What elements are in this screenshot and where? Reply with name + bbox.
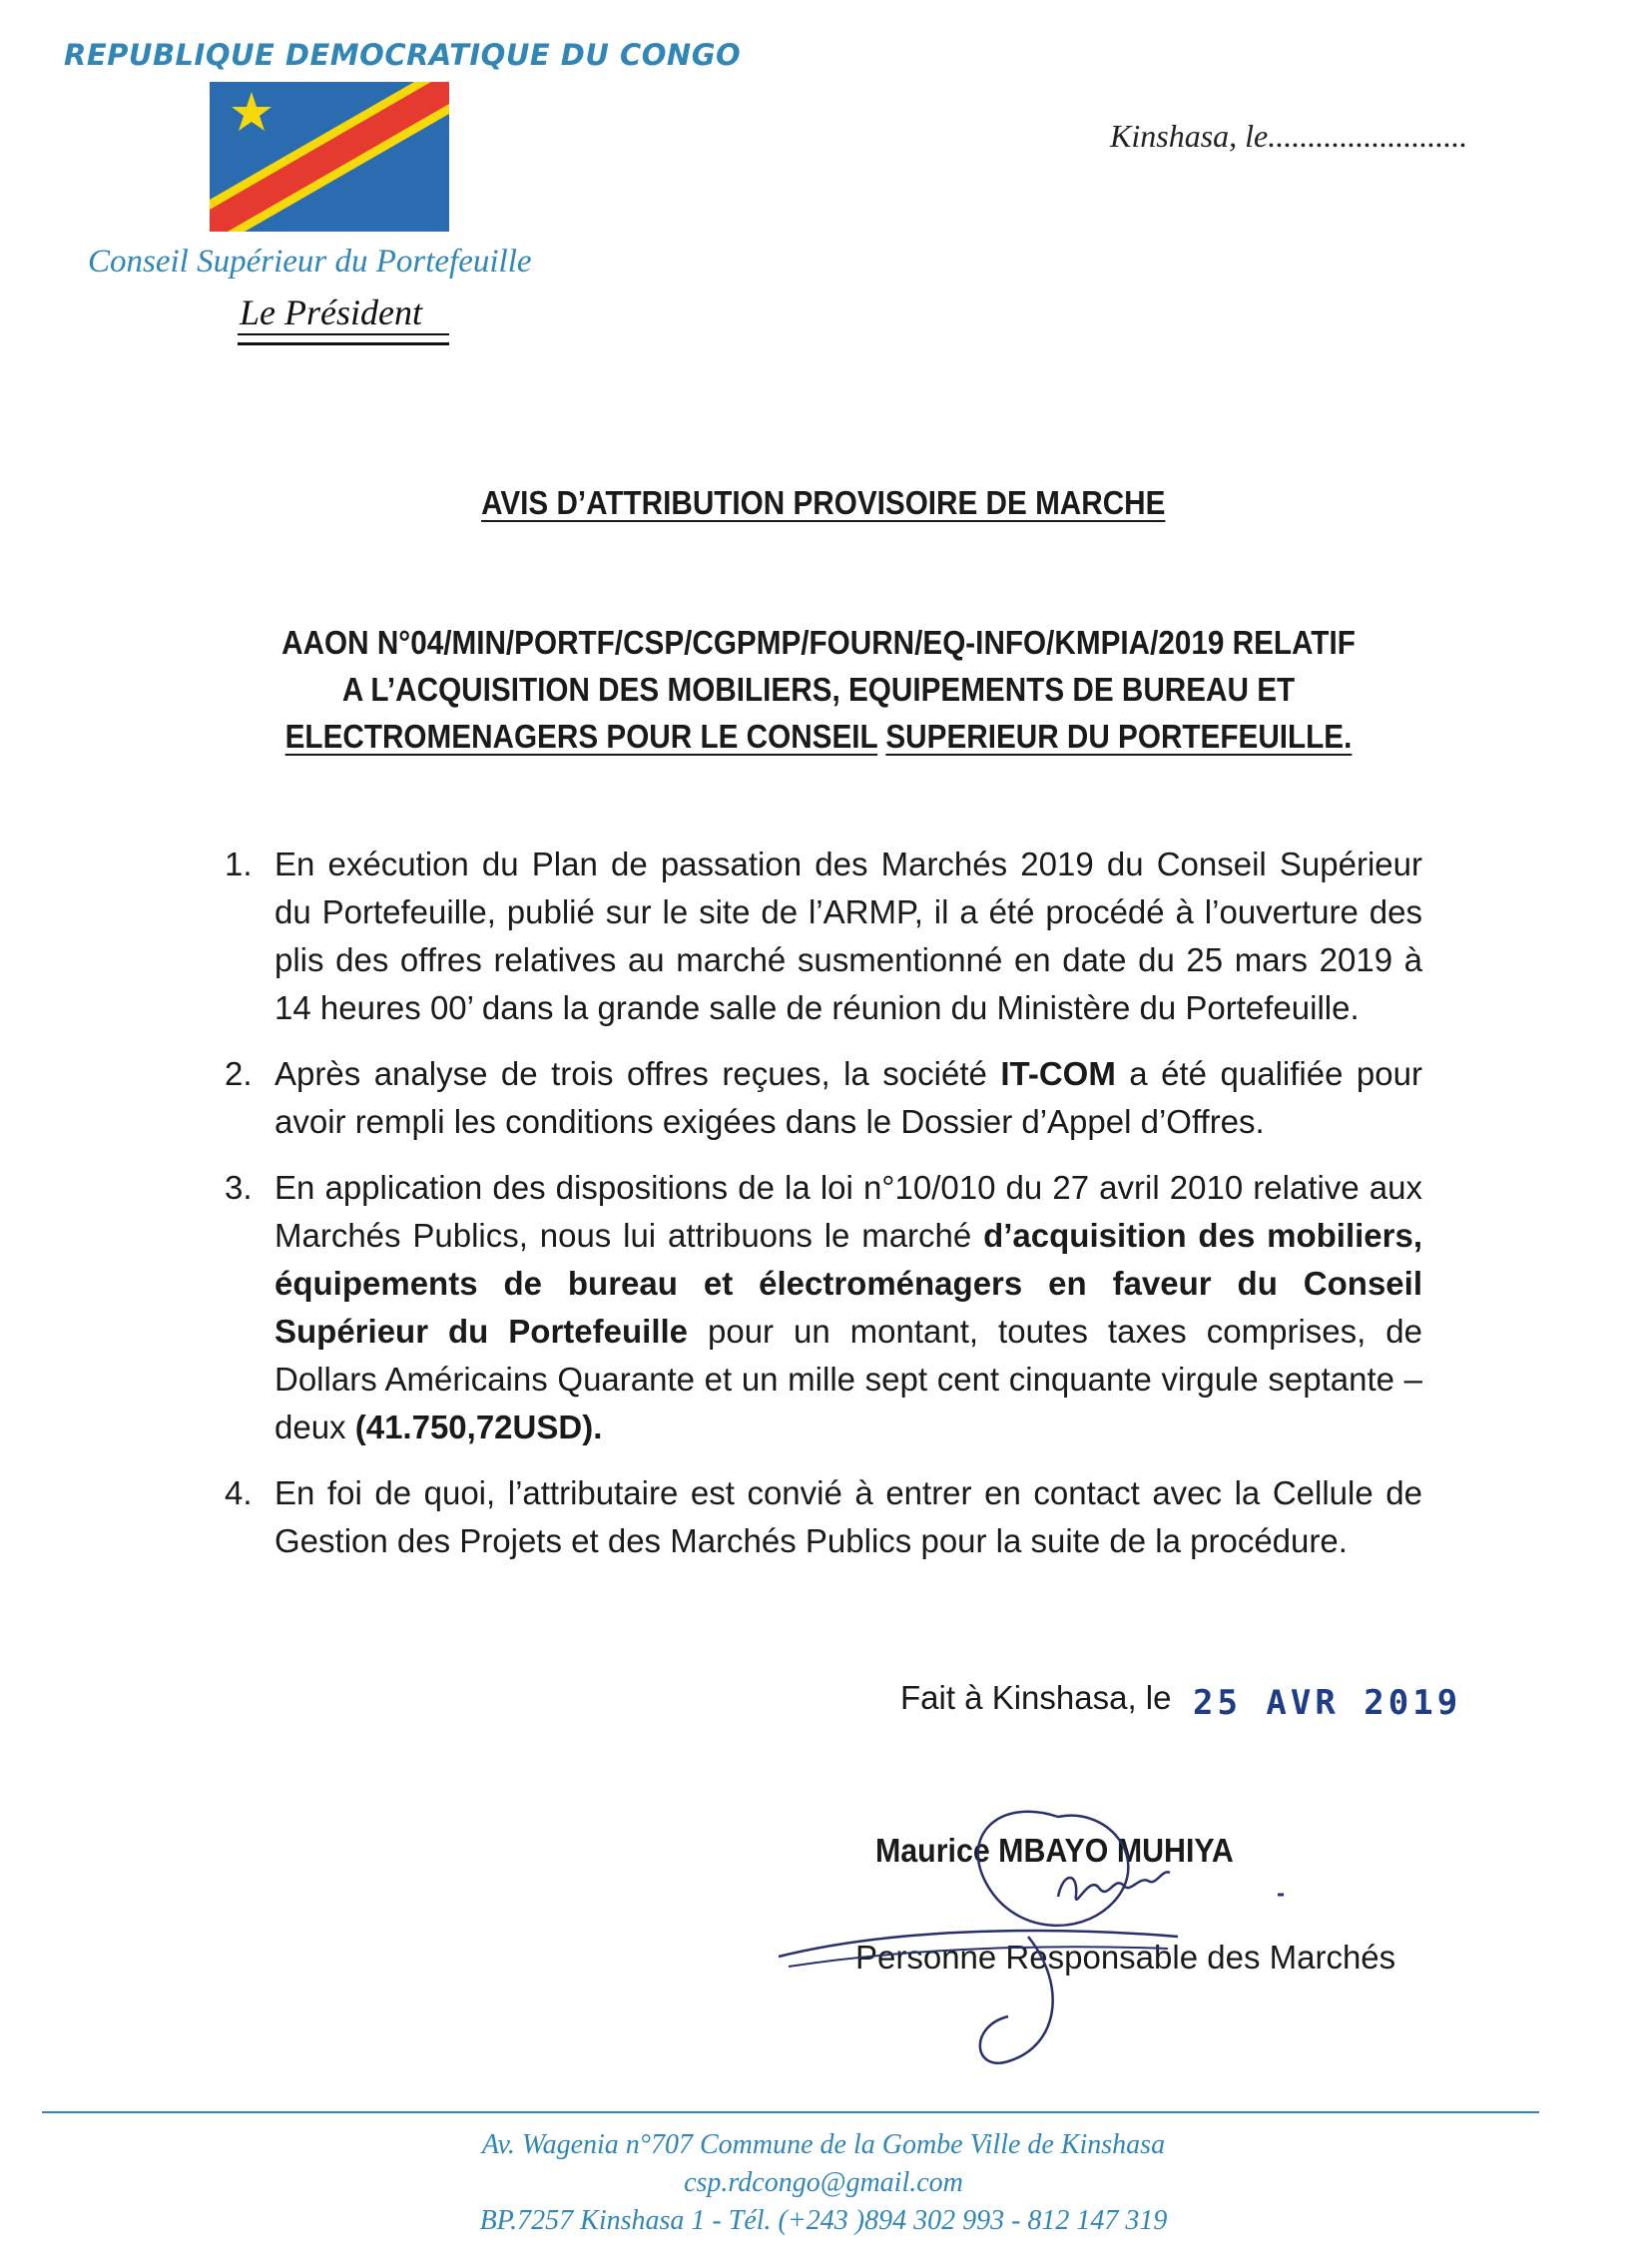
- document-title: [0, 484, 1647, 522]
- item-text: pour un montant, toutes taxes comprises, de Dollars Américains Quarante et un mille sept cent cinquante virgule septante – deux: [274, 1313, 1422, 1445]
- subject-line: A L’ACQUISITION DES MOBILIERS, EQUIPEMENTS DE BUREAU ET: [341, 671, 1296, 708]
- drc-flag-icon: [210, 82, 449, 232]
- document-subject: [180, 619, 1457, 760]
- item-text: Après analyse de trois offres reçues, la société: [274, 1055, 1001, 1092]
- list-item: [225, 841, 1422, 1032]
- signature-stroke: [789, 1947, 1168, 1967]
- divider: [238, 333, 449, 335]
- subject-line-part: SUPERIEUR DU PORTEFEUILLE.: [885, 718, 1353, 755]
- list-item: [225, 1050, 1422, 1146]
- item-number: 3.: [225, 1169, 253, 1206]
- item-number: 1.: [225, 846, 253, 882]
- organization-name: Conseil Supérieur du Portefeuille: [88, 244, 532, 280]
- company-name: IT-COM: [1000, 1055, 1116, 1092]
- date-stamp: 25 AVR 2019: [1193, 1683, 1462, 1723]
- footer-contact: BP.7257 Kinshasa 1 - Tél. (+243 )894 302 993 - 812 147 319: [479, 2205, 1168, 2236]
- list-item: [225, 1469, 1422, 1565]
- signature-stroke: [779, 1931, 1178, 1957]
- divider: [238, 342, 449, 345]
- item-text: En foi de quoi, l’attributaire est convié à entrer en contact avec la Cellule de Gestion des Projets et des Marchés Publics pour la suite de la procédure.: [274, 1474, 1422, 1559]
- item-number: 4.: [225, 1474, 253, 1511]
- contract-amount: (41.750,72USD).: [354, 1409, 603, 1445]
- signature-descender: [980, 1937, 1053, 2063]
- subject-line: [244, 713, 1393, 760]
- document-title-text: AVIS D’ATTRIBUTION PROVISOIRE DE MARCHE: [481, 484, 1166, 521]
- footer-divider: [42, 2111, 1539, 2113]
- subject-line: AAON N°04/MIN/PORTF/CSP/CGPMP/FOURN/EQ-INFO/KMPIA/2019 RELATIF: [281, 624, 1356, 661]
- president-title: Le Président: [240, 292, 422, 332]
- signatory-name: Maurice MBAYO MUHIYA: [875, 1832, 1234, 1869]
- signature-scribble: [1058, 1872, 1170, 1899]
- country-heading: REPUBLIQUE DEMOCRATIQUE DU CONGO: [64, 38, 742, 72]
- contract-object: d’acquisition des mobiliers, équipements de bureau et électroménagers en faveur du Conseil Supérieur du Portefeuille: [274, 1217, 1422, 1350]
- footer-email: csp.rdcongo@gmail.com: [684, 2167, 963, 2198]
- footer-address: Av. Wagenia n°707 Commune de la Gombe Ville de Kinshasa: [481, 2129, 1166, 2160]
- subject-line-part: ELECTROMENAGERS POUR LE CONSEIL: [284, 718, 878, 755]
- handwritten-signature-icon: [759, 1777, 1318, 2096]
- item-text: a été qualifiée pour avoir rempli les conditions exigées dans le Dossier d’Appel d’Offres.: [274, 1055, 1422, 1140]
- item-number: 2.: [225, 1055, 253, 1092]
- item-text: En exécution du Plan de passation des Marchés 2019 du Conseil Supérieur du Portefeuille, publié sur le site de l’ARMP, il a été procédé à l’ouverture des plis des offres relatives au marché susmentionné en date du 25 mars 2019 à 14 heures 00’ dans la grande salle de réunion du Ministère du Portefeuille.: [274, 846, 1422, 1026]
- numbered-list: [225, 841, 1422, 1583]
- footer: [0, 2126, 1647, 2240]
- list-item: [225, 1164, 1422, 1451]
- signature-loop: [978, 1812, 1129, 1926]
- fait-a-line: Fait à Kinshasa, le: [900, 1679, 1172, 1716]
- place-date-line: Kinshasa, le.........................: [1110, 118, 1468, 154]
- item-text: En application des dispositions de la loi n°10/010 du 27 avril 2010 relative aux Marchés Publics, nous lui attribuons le marché: [274, 1169, 1422, 1254]
- signatory-role: Personne Responsable des Marchés: [855, 1939, 1396, 1976]
